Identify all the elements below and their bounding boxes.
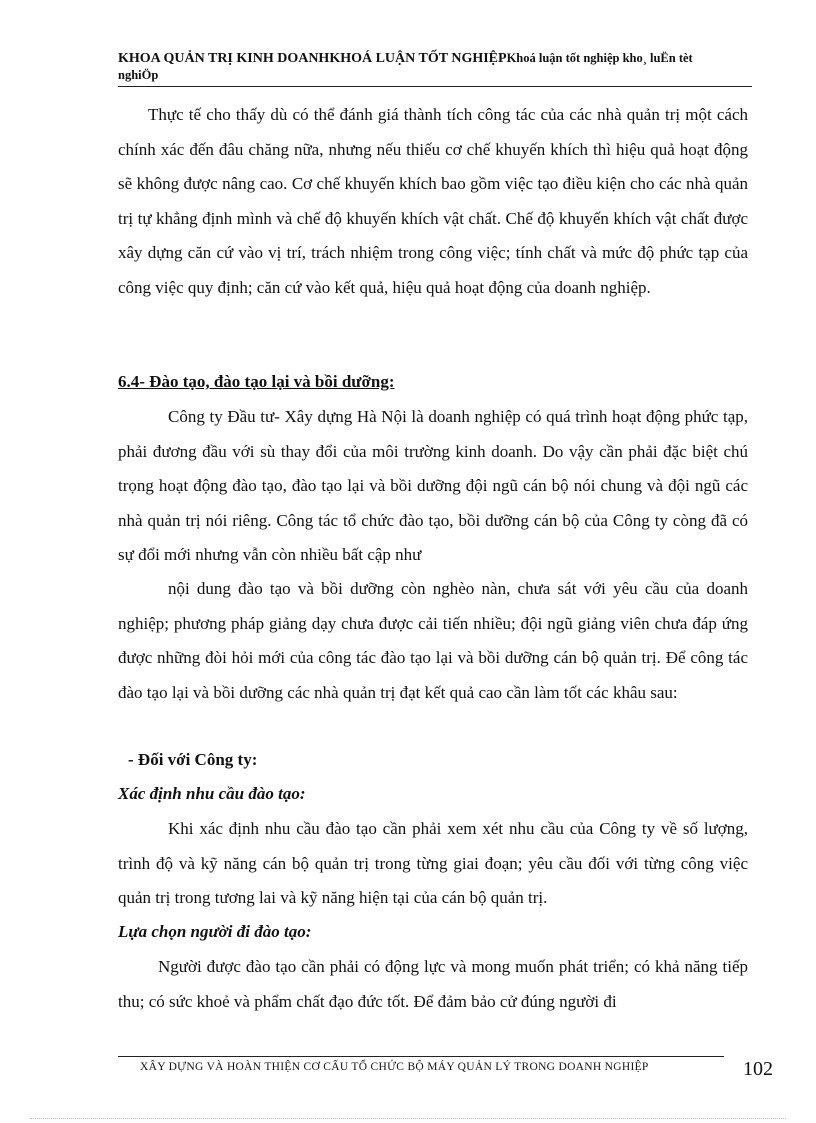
page-header: [118, 50, 752, 87]
footer-title: XÂY DỰNG VÀ HOÀN THIỆN CƠ CẤU TỔ CHỨC BỘ MÁY QUẢN LÝ TRONG DOANH NGHIỆP: [140, 1061, 649, 1073]
header-small: Khoá luận tốt nghiệp kho¸ luËn tèt: [506, 51, 693, 65]
paragraph-training-issues: nội dung đào tạo và bồi dưỡng còn nghèo nàn, chưa sát với yêu cầu của doanh nghiệp; phương pháp giảng dạy chưa được cải tiến nhiều; đội ngũ giảng viên chưa đáp ứng được những đòi hỏi mới của công tác đào tạo lại và bồi dưỡng cán bộ quản trị. Để công tác đào tạo lại và bồi dưỡng các nhà quản trị đạt kết quả cao cần làm tốt các khâu sau:: [118, 579, 748, 702]
paragraph-incentive: Thực tế cho thấy dù có thể đánh giá thành tích công tác của các nhà quản trị một cách chính xác đến đâu chăng nữa, nhưng nếu thiếu cơ chế khuyến khích thì hiệu quả hoạt động sẽ không được nâng cao. Cơ chế khuyến khích bao gồm việc tạo điều kiện cho các nhà quản trị tự khẳng định mình và chế độ khuyến khích vật chất. Chế độ khuyến khích vật chất được xây dựng căn cứ vào vị trí, trách nhiệm trong công việc; tính chất và mức độ phức tạp của công việc quy định; căn cứ vào kết quả, hiệu quả hoạt động của doanh nghiệp.: [118, 105, 748, 297]
paragraph-select-trainees: Người được đào tạo cần phải có động lực và mong muốn phát triển; có khả năng tiếp thu; có sức khoẻ và phẩm chất đạo đức tốt. Để đảm bảo cử đúng người đi: [118, 957, 748, 1011]
paragraph-company-training: Công ty Đầu tư- Xây dựng Hà Nội là doanh nghiệp có quá trình hoạt động phức tạp, phải đương đầu với sù thay đổi của môi trường kinh doanh. Do vậy cần phải đặc biệt chú trọng hoạt động đào tạo, đào tạo lại và bồi dưỡng đội ngũ cán bộ nói chung và đội ngũ các nhà quản trị nói riêng. Công tác tổ chức đào tạo, bồi dưỡng cán bộ của Công ty còng đã có sự đổi mới nhưng vẫn còn nhiều bất cập như: [118, 407, 748, 565]
company-label: - Đối với Công ty:: [128, 750, 258, 769]
page-number: 102: [743, 1058, 773, 1080]
footer-divider: [118, 1056, 724, 1057]
header-main: KHOA QUẢN TRỊ KINH DOANHKHOÁ LUẬN TỐT NGHIỆP: [118, 51, 507, 66]
heading-training-needs: Xác định nhu cầu đào tạo:: [118, 784, 306, 803]
heading-select-trainees: Lựa chọn người đi đào tạo:: [118, 922, 312, 941]
paragraph-training-needs: Khi xác định nhu cầu đào tạo cần phải xem xét nhu cầu của Công ty về số lượng, trình độ và kỹ năng cán bộ quản trị trong từng giai đoạn; yêu cầu đối với từng công việc quản trị trong tương lai và kỹ năng hiện tại của cán bộ quản trị.: [118, 819, 748, 908]
header-line2: nghiÖp: [118, 68, 159, 82]
page-bottom-border: [30, 1118, 786, 1119]
section-heading-6-4: 6.4- Đào tạo, đào tạo lại và bồi dưỡng:: [118, 372, 395, 391]
